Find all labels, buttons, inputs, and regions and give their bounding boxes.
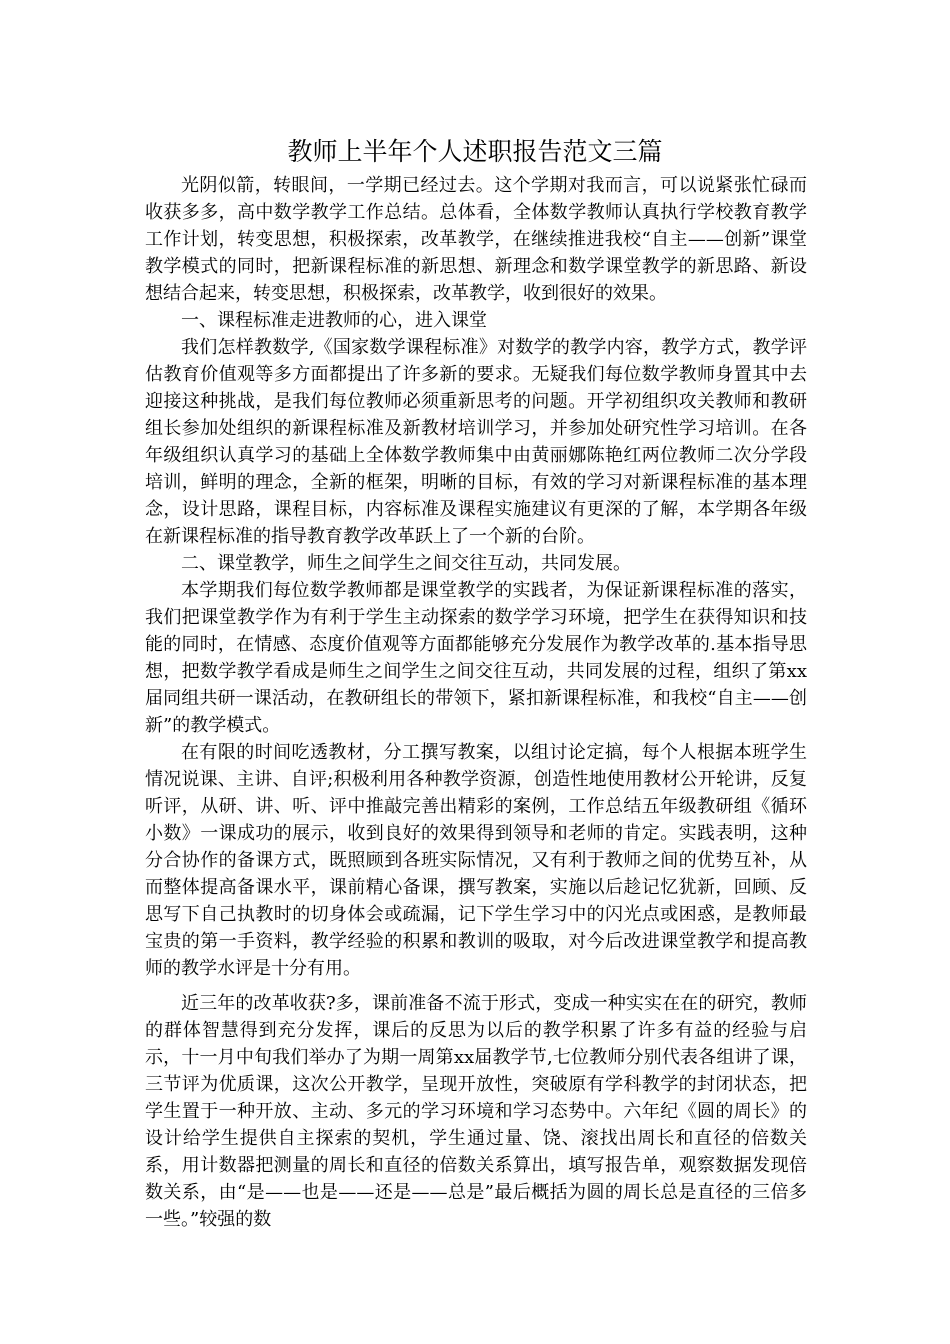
section-heading-1: 一、课程标准走进教师的心，进入课堂 (181, 310, 487, 331)
paragraph-section-2: 本学期我们每位数学教师都是课堂教学的实践者，为保证新课程标准的落实，我们把课堂教学作为有利于学生主动探索的数学学习环境，把学生在获得知识和技能的同时，在情感、态度价值观等方面都能够充分发展作为教学改革的.基本指导思想，把数学教学看成是师生之间学生之间交往互动，共同发展的过程，组织了第xx届同组共研一课活动，在教研组长的带领下，紧扣新课程标准，和我校“自主——创新”的教学模式。 (145, 580, 807, 736)
section-heading-2: 二、课堂教学，师生之间学生之间交往互动，共同发展。 (181, 553, 631, 574)
paragraph-intro: 光阴似箭，转眼间，一学期已经过去。这个学期对我而言，可以说紧张忙碌而收获多多，高中数学教学工作总结。总体看，全体数学教师认真执行学校教育教学工作计划，转变思想，积极探索，改革教学，在继续推进我校“自主——创新”课堂教学模式的同时，把新课程标准的新思想、新理念和数学课堂教学的新思路、新设想结合起来，转变思想，积极探索，改革教学，收到很好的效果。 (145, 175, 807, 304)
document-title: 教师上半年个人述职报告范文三篇 (287, 137, 663, 166)
paragraph-reform-results: 近三年的改革收获?多，课前准备不流于形式，变成一种实实在在的研究，教师的群体智慧得到充分发挥，课后的反思为以后的教学积累了许多有益的经验与启示，十一月中旬我们举办了为期一周第xx届教学节,七位教师分别代表各组讲了课，三节评为优质课，这次公开教学，呈现开放性，突破原有学科教学的封闭状态，把学生置于一种开放、主动、多元的学习环境和学习态势中。六年纪《圆的周长》的设计给学生提供自主探索的契机，学生通过量、饶、滚找出周长和直径的倍数关系，用计数器把测量的周长和直径的倍数关系算出，填写报告单，观察数据发现倍数关系，由“是——也是——还是——总是”最后概括为圆的周长总是直径的三倍多一些。”较强的数 (145, 993, 807, 1230)
document-body (145, 172, 807, 1233)
paragraph-lesson-prep: 在有限的时间吃透教材，分工撰写教案，以组讨论定搞，每个人根据本班学生情况说课、主讲、自评;积极利用各种教学资源，创造性地使用教材公开轮讲，反复听评，从研、讲、听、评中推敲完善出精彩的案例，工作总结五年级教研组《循环小数》一课成功的展示，收到良好的效果得到领导和老师的肯定。实践表明，这种分合协作的备课方式，既照顾到各班实际情况，又有利于教师之间的优势互补，从而整体提高备课水平，课前精心备课，撰写教案，实施以后趁记忆犹新，回顾、反思写下自己执教时的切身体会或疏漏，记下学生学习中的闪光点或困惑，是教师最宝贵的第一手资料，教学经验的积累和教训的吸取，对今后改进课堂教学和提高教师的教学水评是十分有用。 (145, 742, 807, 979)
paragraph-section-1: 我们怎样教数学,《国家数学课程标准》对数学的教学内容，教学方式，教学评估教育价值观等多方面都提出了许多新的要求。无疑我们每位数学教师身置其中去迎接这种挑战，是我们每位教师必须重新思考的问题。开学初组织攻关教师和教研组长参加处组织的新课程标准及新教材培训学习，并参加处研究性学习培训。在各年级组织认真学习的基础上全体数学教师集中由黄丽娜陈艳红两位教师二次分学段培训，鲜明的理念，全新的框架，明晰的目标，有效的学习对新课程标准的基本理念，设计思路，课程目标，内容标准及课程实施建议有更深的了解，本学期各年级在新课程标准的指导教育教学改革跃上了一个新的台阶。 (145, 337, 807, 547)
